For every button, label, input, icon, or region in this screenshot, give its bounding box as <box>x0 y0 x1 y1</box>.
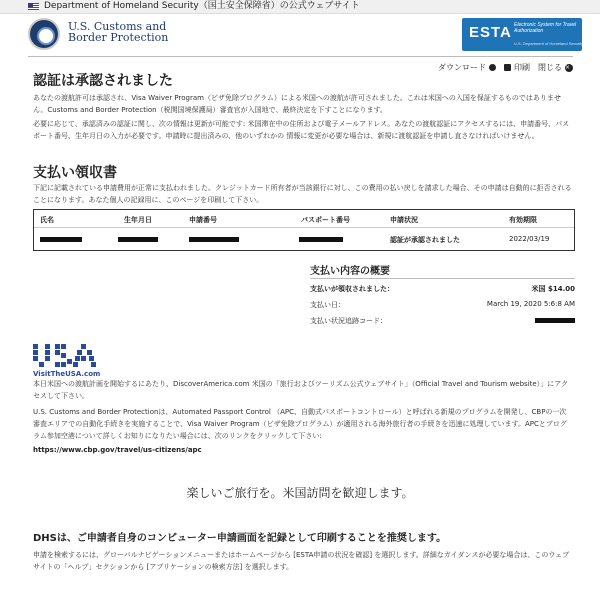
application-table <box>33 209 575 251</box>
gov-banner-text: Department of Homeland Security（国土安全保障省）の公式ウェブサイト <box>44 1 360 11</box>
discover-america-paragraph: 本日米国への渡航計画を開始するにあたり、DiscoverAmerica.com 米国の「旅行およびツーリズム公式ウェブサイト」（Official Travel and Tourism website）」にアクセスして下さい。 <box>33 380 568 400</box>
download-label: ダウンロード <box>438 63 486 72</box>
col-name: 氏名 <box>40 216 54 224</box>
col-passport: パスポート番号 <box>301 216 350 224</box>
close-label: 閉じる <box>538 63 562 72</box>
search-guidance: 申請を検索するには、グローバルナビゲーションメニューまたはホームページから [ESTA申請の状況を確認] を選択します。詳細なガイダンスが必要な場合は、このウェブサイトの「ヘルプ」セクションから [アプリケーションの検索方法] を選択します。 <box>33 551 570 571</box>
cbp-name-line2: Border Protection <box>68 31 169 44</box>
esta-logo <box>462 18 582 51</box>
cell-app-number-redacted <box>189 235 239 243</box>
payment-tracking-label: 支払い状況追跡コード： <box>310 317 387 325</box>
col-status: 申請状況 <box>390 216 418 224</box>
payment-date-value: March 19, 2020 5:6:8 AM <box>486 300 575 308</box>
esta-dept: U.S. Department of Homeland Security <box>514 41 584 46</box>
col-app-number: 申請番号 <box>189 216 217 224</box>
cbp-name-line1: U.S. Customs and <box>68 20 167 33</box>
approval-title: 認証は承認されました <box>33 73 173 89</box>
print-icon <box>504 64 511 71</box>
cell-name-redacted <box>40 235 82 243</box>
cbp-logo-text <box>68 21 178 43</box>
us-flag-icon <box>28 3 39 10</box>
cell-dob-redacted <box>118 235 158 243</box>
payment-tracking-row <box>310 316 575 330</box>
download-link[interactable] <box>438 62 496 73</box>
print-label: 印刷 <box>514 63 530 72</box>
visit-usa-logo <box>33 344 105 370</box>
esta-subtitle: Electronic System for Travel Authorization <box>514 22 577 34</box>
payment-amount: 米国 $14.00 <box>531 285 575 293</box>
cell-passport-redacted <box>299 235 343 243</box>
print-link[interactable] <box>504 62 530 73</box>
cell-expiry: 2022/03/19 <box>509 235 550 243</box>
action-bar <box>438 62 573 73</box>
apc-link[interactable]: https://www.cbp.gov/travel/us-citizens/apc <box>33 446 202 454</box>
welcome-message: 楽しいご旅行を。米国訪問を歓迎します。 <box>186 486 414 500</box>
receipt-paragraph: 下記に記載されている申請費用が正常に支払われました。クレジットカード所有者が当該銀行に対し、この費用の払い戻しを請求した場合、その申請は自動的に拒否されることになります。あなた個人の記録用に、このページを印刷して下さい。 <box>33 184 572 204</box>
col-dob: 生年月日 <box>124 216 152 224</box>
receipt-title: 支払い領収書 <box>33 165 117 181</box>
payment-received-row <box>310 284 575 298</box>
payment-date-row <box>310 300 575 314</box>
cell-status: 認証が承認されました <box>390 236 460 244</box>
header-divider <box>28 56 573 57</box>
approval-paragraph: あなたの渡航許可は承認され、Visa Waiver Program（ビザ免除プログラム）による米国への渡航が許可されました。これは米国への入国を保証するものではありません。Customs and Border Protection（税関国境保護局）審査官が入国地で、最終決定を下すことになります。 <box>33 94 561 114</box>
apc-paragraph: U.S. Customs and Border Protectionは、Automated Passport Control （APC、自動式パスポートコントロール）と呼ばれる新規のプログラムを開発し、CBPの一次審査エリアでの自動化手続きを実施することで、Visa Waiver Program（ビザ免除プログラム）が適用される海外旅行者の手続きを迅速に処理しています。APCとプログラム参加空港について詳しくお知りになりたい場合には、次のリンクをクリックして下さい: <box>33 408 567 440</box>
payment-summary-title: 支払い内容の概要 <box>310 266 390 277</box>
table-divider <box>34 227 574 228</box>
gov-banner <box>0 0 600 14</box>
close-icon: × <box>565 64 573 72</box>
download-icon <box>489 64 496 71</box>
payment-date-label: 支払い日： <box>310 301 345 309</box>
dhs-seal-icon <box>28 18 60 50</box>
col-expiry: 有効期限 <box>509 216 537 224</box>
update-info-paragraph: 必要に応じて、承認済みの認証に関し、次の情報は更新が可能です: 米国滞在中の住所および電子メールアドレス。あなたの渡航認証にアクセスするには、申請番号、パスポート番号、生年月日の入力が必要です。申請時に提出済みの、他のいずれかの 情報に変更が必要な場合は、新規に渡航認証を申請し直さなければいけません。 <box>33 120 570 140</box>
close-link[interactable] <box>538 62 573 73</box>
dhs-print-note: DHSは、ご申請者自身のコンピューター申請画面を記録として印刷することを推奨します。 <box>33 533 447 544</box>
esta-mark: ESTA <box>469 24 512 41</box>
payment-summary <box>310 278 575 331</box>
payment-tracking-redacted <box>535 316 575 324</box>
visit-usa-label[interactable]: VisitTheUSA.com <box>33 370 101 378</box>
payment-received-label: 支払いが領収されました： <box>310 285 394 293</box>
